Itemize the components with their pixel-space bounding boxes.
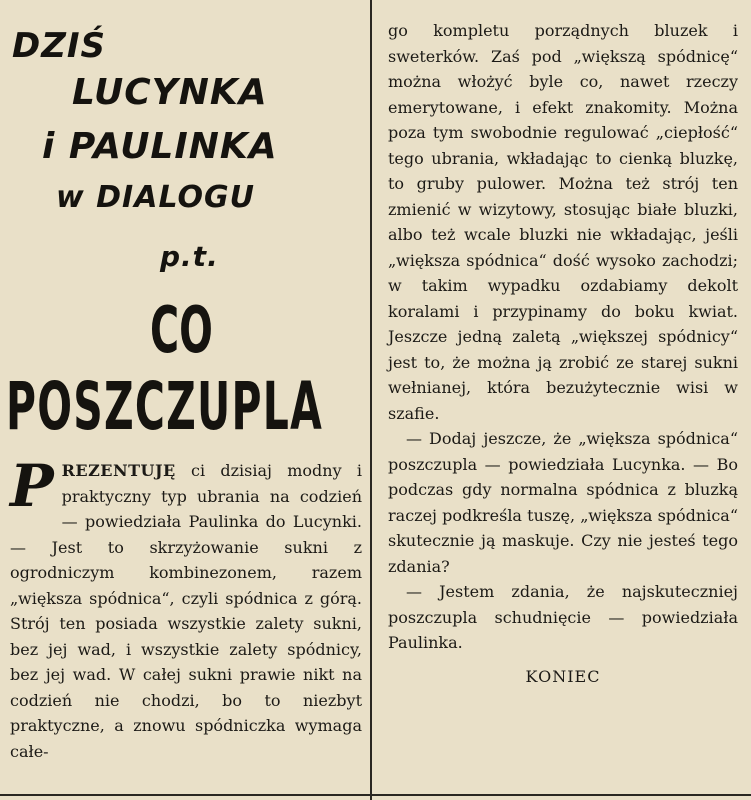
paragraph-text: ci dzisiaj modny i praktyczny typ ubrania na codzień — powiedziała Paulinka do Lucynki. — Jest to skrzyżowanie sukni z ogrodniczym kombinezonem, razem „większa spódnica“, czyli spódnica z górą. Strój ten posiada wszystkie zalety sukni, bez jej wad, i wszystkie zalety spódnicy, bez jej wad. W całej sukni prawie nikt na codzień nie chodzi, bo to niezbyt praktyczne, a znowu spódniczka wymaga całe- [10,461,362,761]
lead-word: REZENTUJĘ [61,461,176,480]
right-column [388,18,738,689]
left-column [10,452,362,764]
article-paragraph-3: — Jestem zdania, że najskuteczniej poszczupla schudnięcie — powiedziała Paulinka. [388,582,738,652]
end-marker: KONIEC [525,666,601,686]
headline-line-2: LUCYNKA [72,72,268,113]
headline-line-4: w DIALOGU [56,180,255,215]
title-line-1: CO [150,294,213,368]
article-paragraph-2: — Dodaj jeszcze, że „większa spódnica“ poszczupla — powiedziała Lucynka. — Bo podczas gdy normalna spódnica z bluzką raczej podkreśla tuszę, „większa spódnica“ skutecznie ją maskuje. Czy nie jesteś tego zdania? [388,429,738,576]
column-divider [370,0,372,800]
drop-cap: P [10,452,54,520]
title-line-2: POSZCZUPLA [6,368,323,445]
article-paragraph-continued: go kompletu porządnych bluzek i sweterków. Zaś pod „większą spódnicę“ można włożyć byle co, nawet rzeczy emerytowane, i efekt znakomity. Można poza tym swobodnie regulować „ciepłość“ tego ubrania, wkładając to cienką bluzkę, to gruby pulower. Można też strój ten zmienić w wizytowy, stosując białe bluzki, albo też wcale bluzki nie wkładając, jeśli „większa spódnica“ dość wysoko zachodzi; w takim wypadku ozdabiamy dekolt koralami i przypinamy do boku kwiat. Jeszcze jedną zaletą „większej spódnicy“ jest to, że można ją zrobić ze starej sukni wełnianej, która bezużytecznie wisi w szafie. [388,21,738,423]
headline-line-1: DZIŚ [12,26,107,66]
headline-line-5: p.t. [160,240,219,273]
bottom-rule [0,794,751,796]
headline-block [0,0,370,450]
headline-line-3: i PAULINKA [42,126,278,167]
article-paragraph-1 [10,452,362,764]
